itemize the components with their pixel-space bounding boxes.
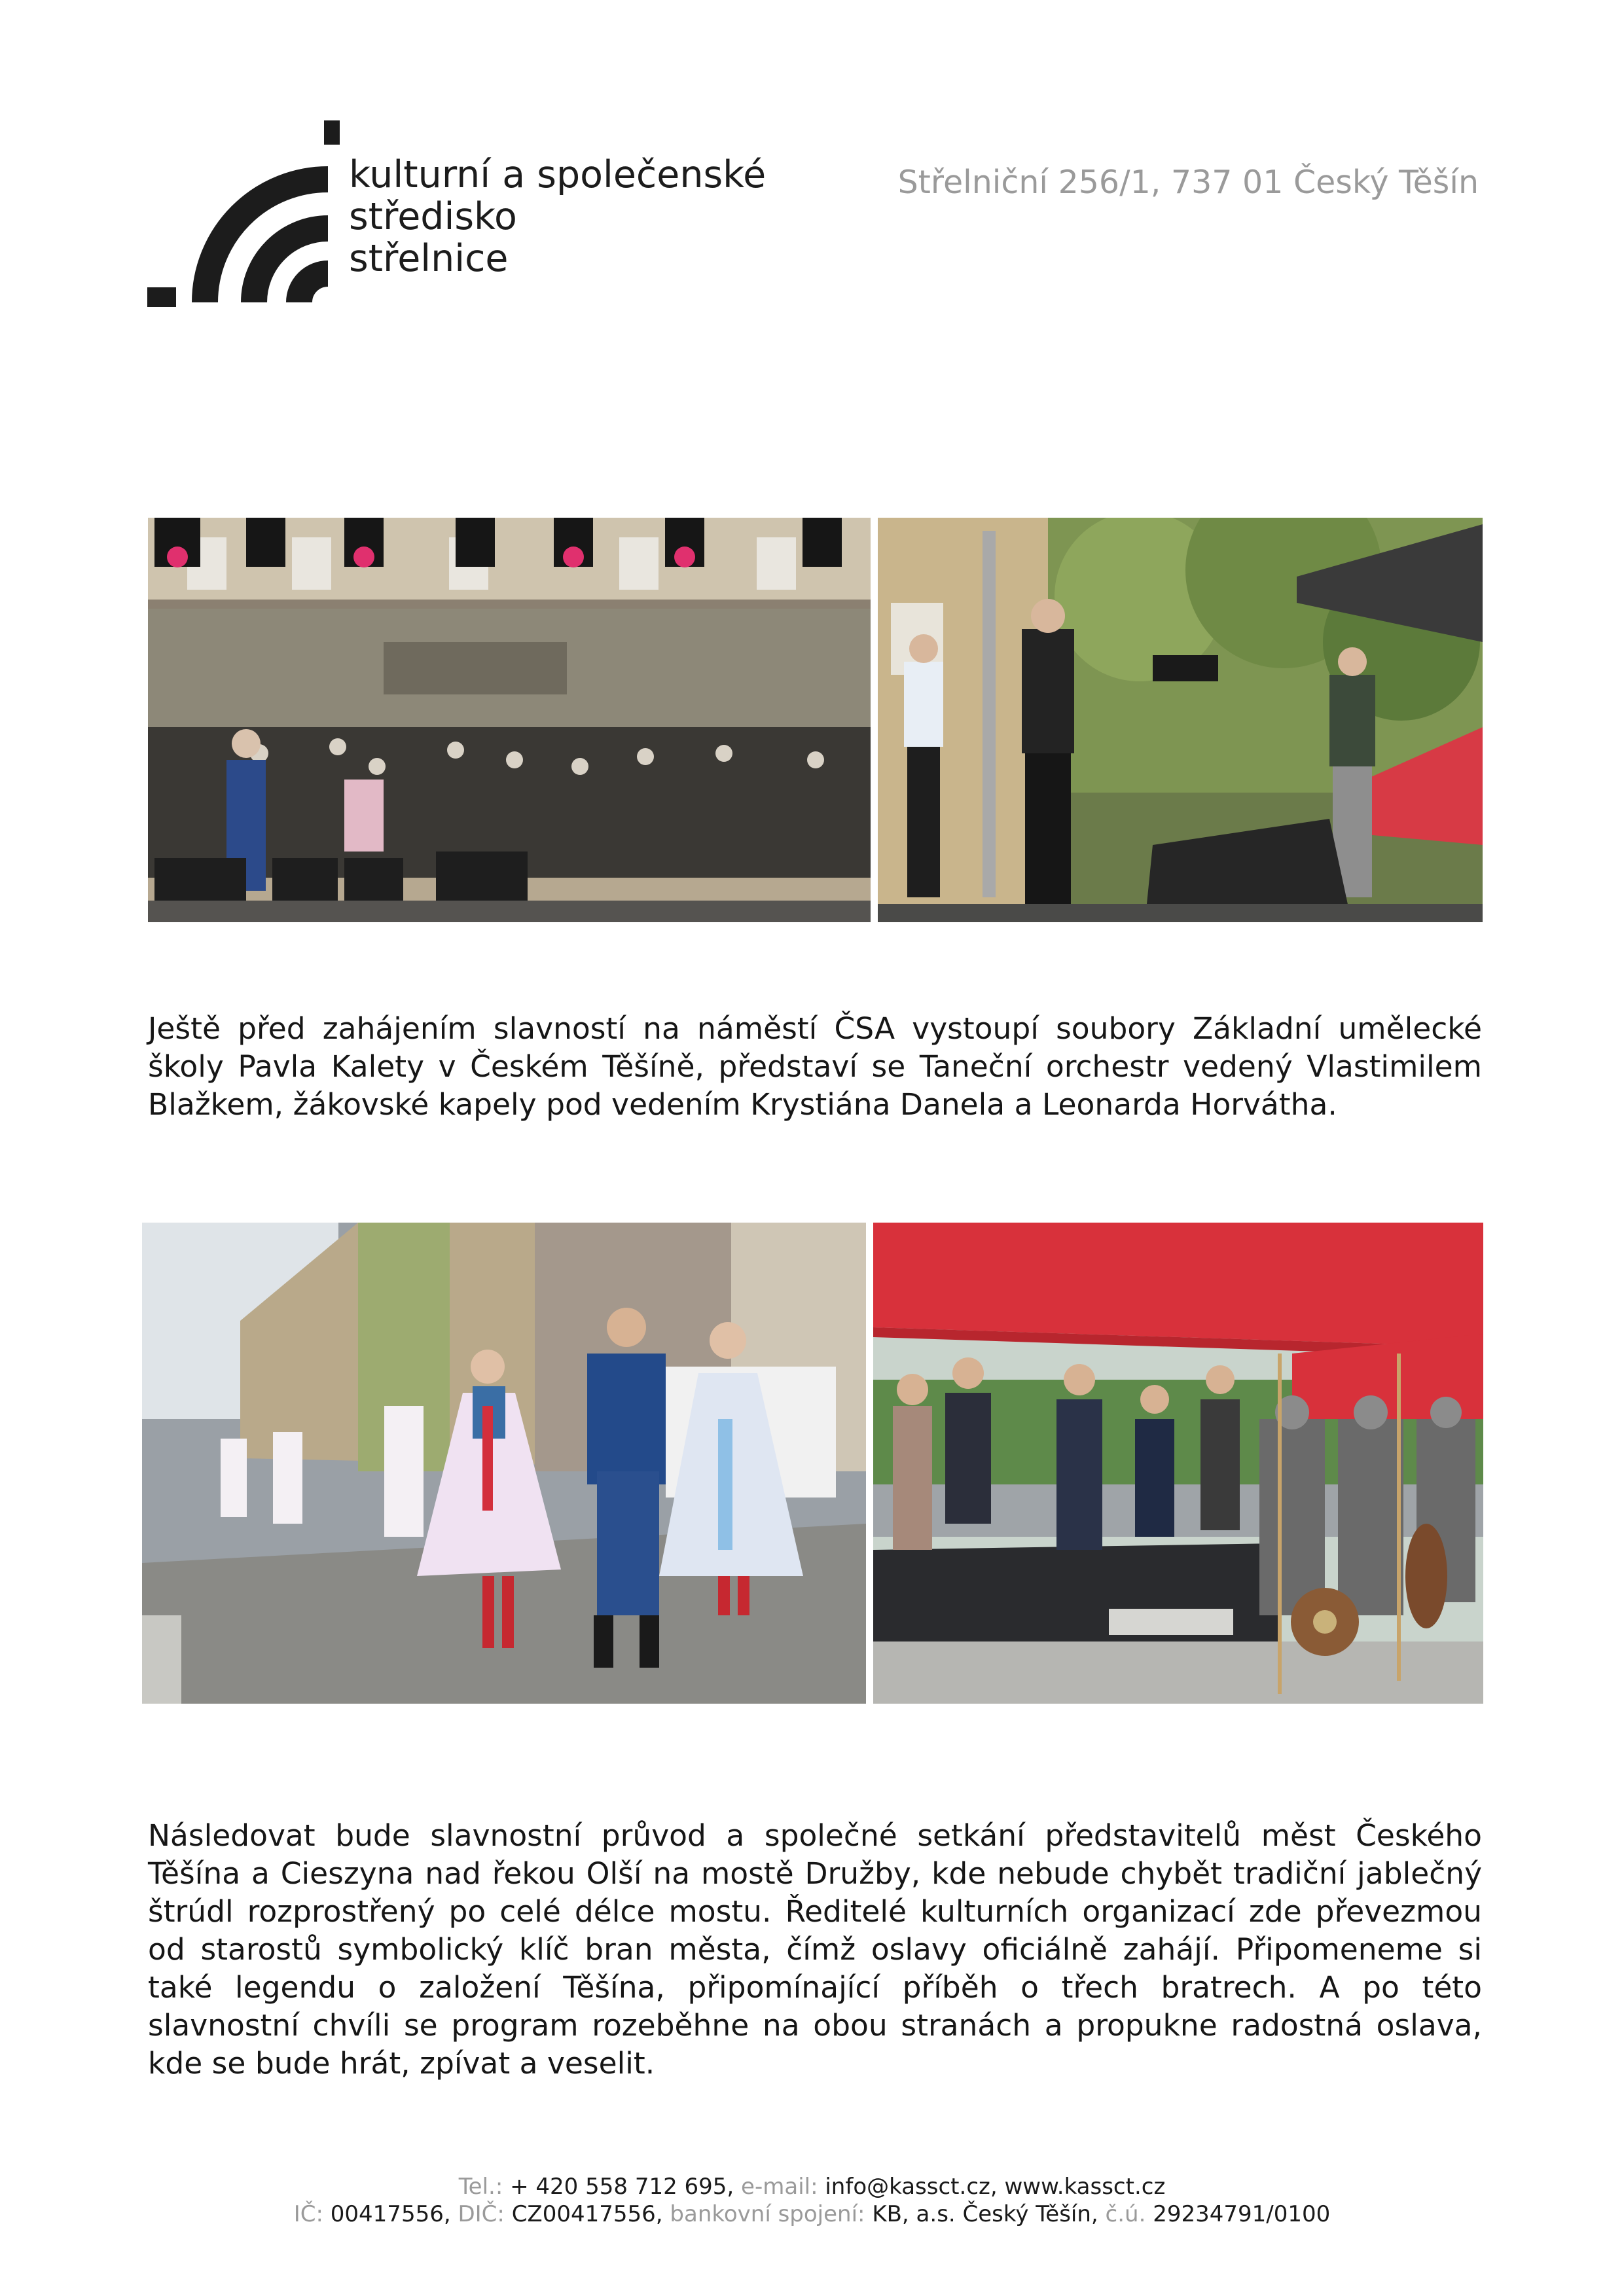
bank-value: KB, a.s. Český Těšín,	[872, 2201, 1098, 2227]
ic-label: IČ:	[293, 2201, 323, 2227]
bridge-ceremony-photo	[873, 1223, 1483, 1704]
dic-label: DIČ:	[458, 2201, 505, 2227]
ic-value: 00417556,	[330, 2201, 451, 2227]
logo-line-1: kulturní a společenské	[349, 153, 767, 196]
bank-label: bankovní spojení:	[670, 2201, 865, 2227]
logo-line-3: střelnice	[349, 237, 509, 280]
footer-contact-line	[0, 2173, 1624, 2200]
logo-arcs-icon	[147, 119, 344, 315]
student-band-photo	[878, 518, 1483, 922]
logo-line-2: středisko	[349, 195, 517, 238]
folk-parade-photo	[142, 1223, 866, 1704]
intro-paragraph: Ještě před zahájením slavností na náměstí ČSA vystoupí soubory Základní umělecké školy Pavla Kalety v Českém Těšíně, představí se Taneční orchestr vedený Vlastimilem Blažkem, žákovské kapely pod vedením Krystiána Danela a Leonarda Horvátha.	[148, 1011, 1482, 1122]
account-label: č.ú.	[1105, 2201, 1146, 2227]
footer-company-line	[0, 2200, 1624, 2228]
dic-value: CZ00417556,	[511, 2201, 663, 2227]
program-paragraph: Následovat bude slavnostní průvod a společné setkání představitelů měst Českého Těšína a Cieszyna nad řekou Olší na mostě Družby, kde nebude chybět tradiční jablečný štrúdl rozprostřený po celé délce mostu. Ředitelé kulturních organizací zde převezmou od starostů symbolický klíč bran města, čímž oslavy oficiálně zahájí. Připomeneme si také legendu o založení Těšína, připomínající příběh o třech bratrech. A po této slavnostní chvíli se program rozeběhne na obou stranách a propukne radostná oslava, kde se bude hrát, zpívat a veselit.	[148, 1818, 1482, 2081]
tel-label: Tel.:	[458, 2174, 503, 2200]
orchestra-concert-photo	[148, 518, 871, 922]
email-label: e-mail:	[741, 2174, 818, 2200]
account-value: 29234791/0100	[1153, 2201, 1331, 2227]
email-web-link[interactable]: info@kassct.cz, www.kassct.cz	[825, 2174, 1166, 2200]
logo-wordmark	[349, 154, 766, 279]
tel-value: + 420 558 712 695,	[510, 2174, 734, 2200]
address: Střelniční 256/1, 737 01 Český Těšín	[897, 164, 1479, 201]
